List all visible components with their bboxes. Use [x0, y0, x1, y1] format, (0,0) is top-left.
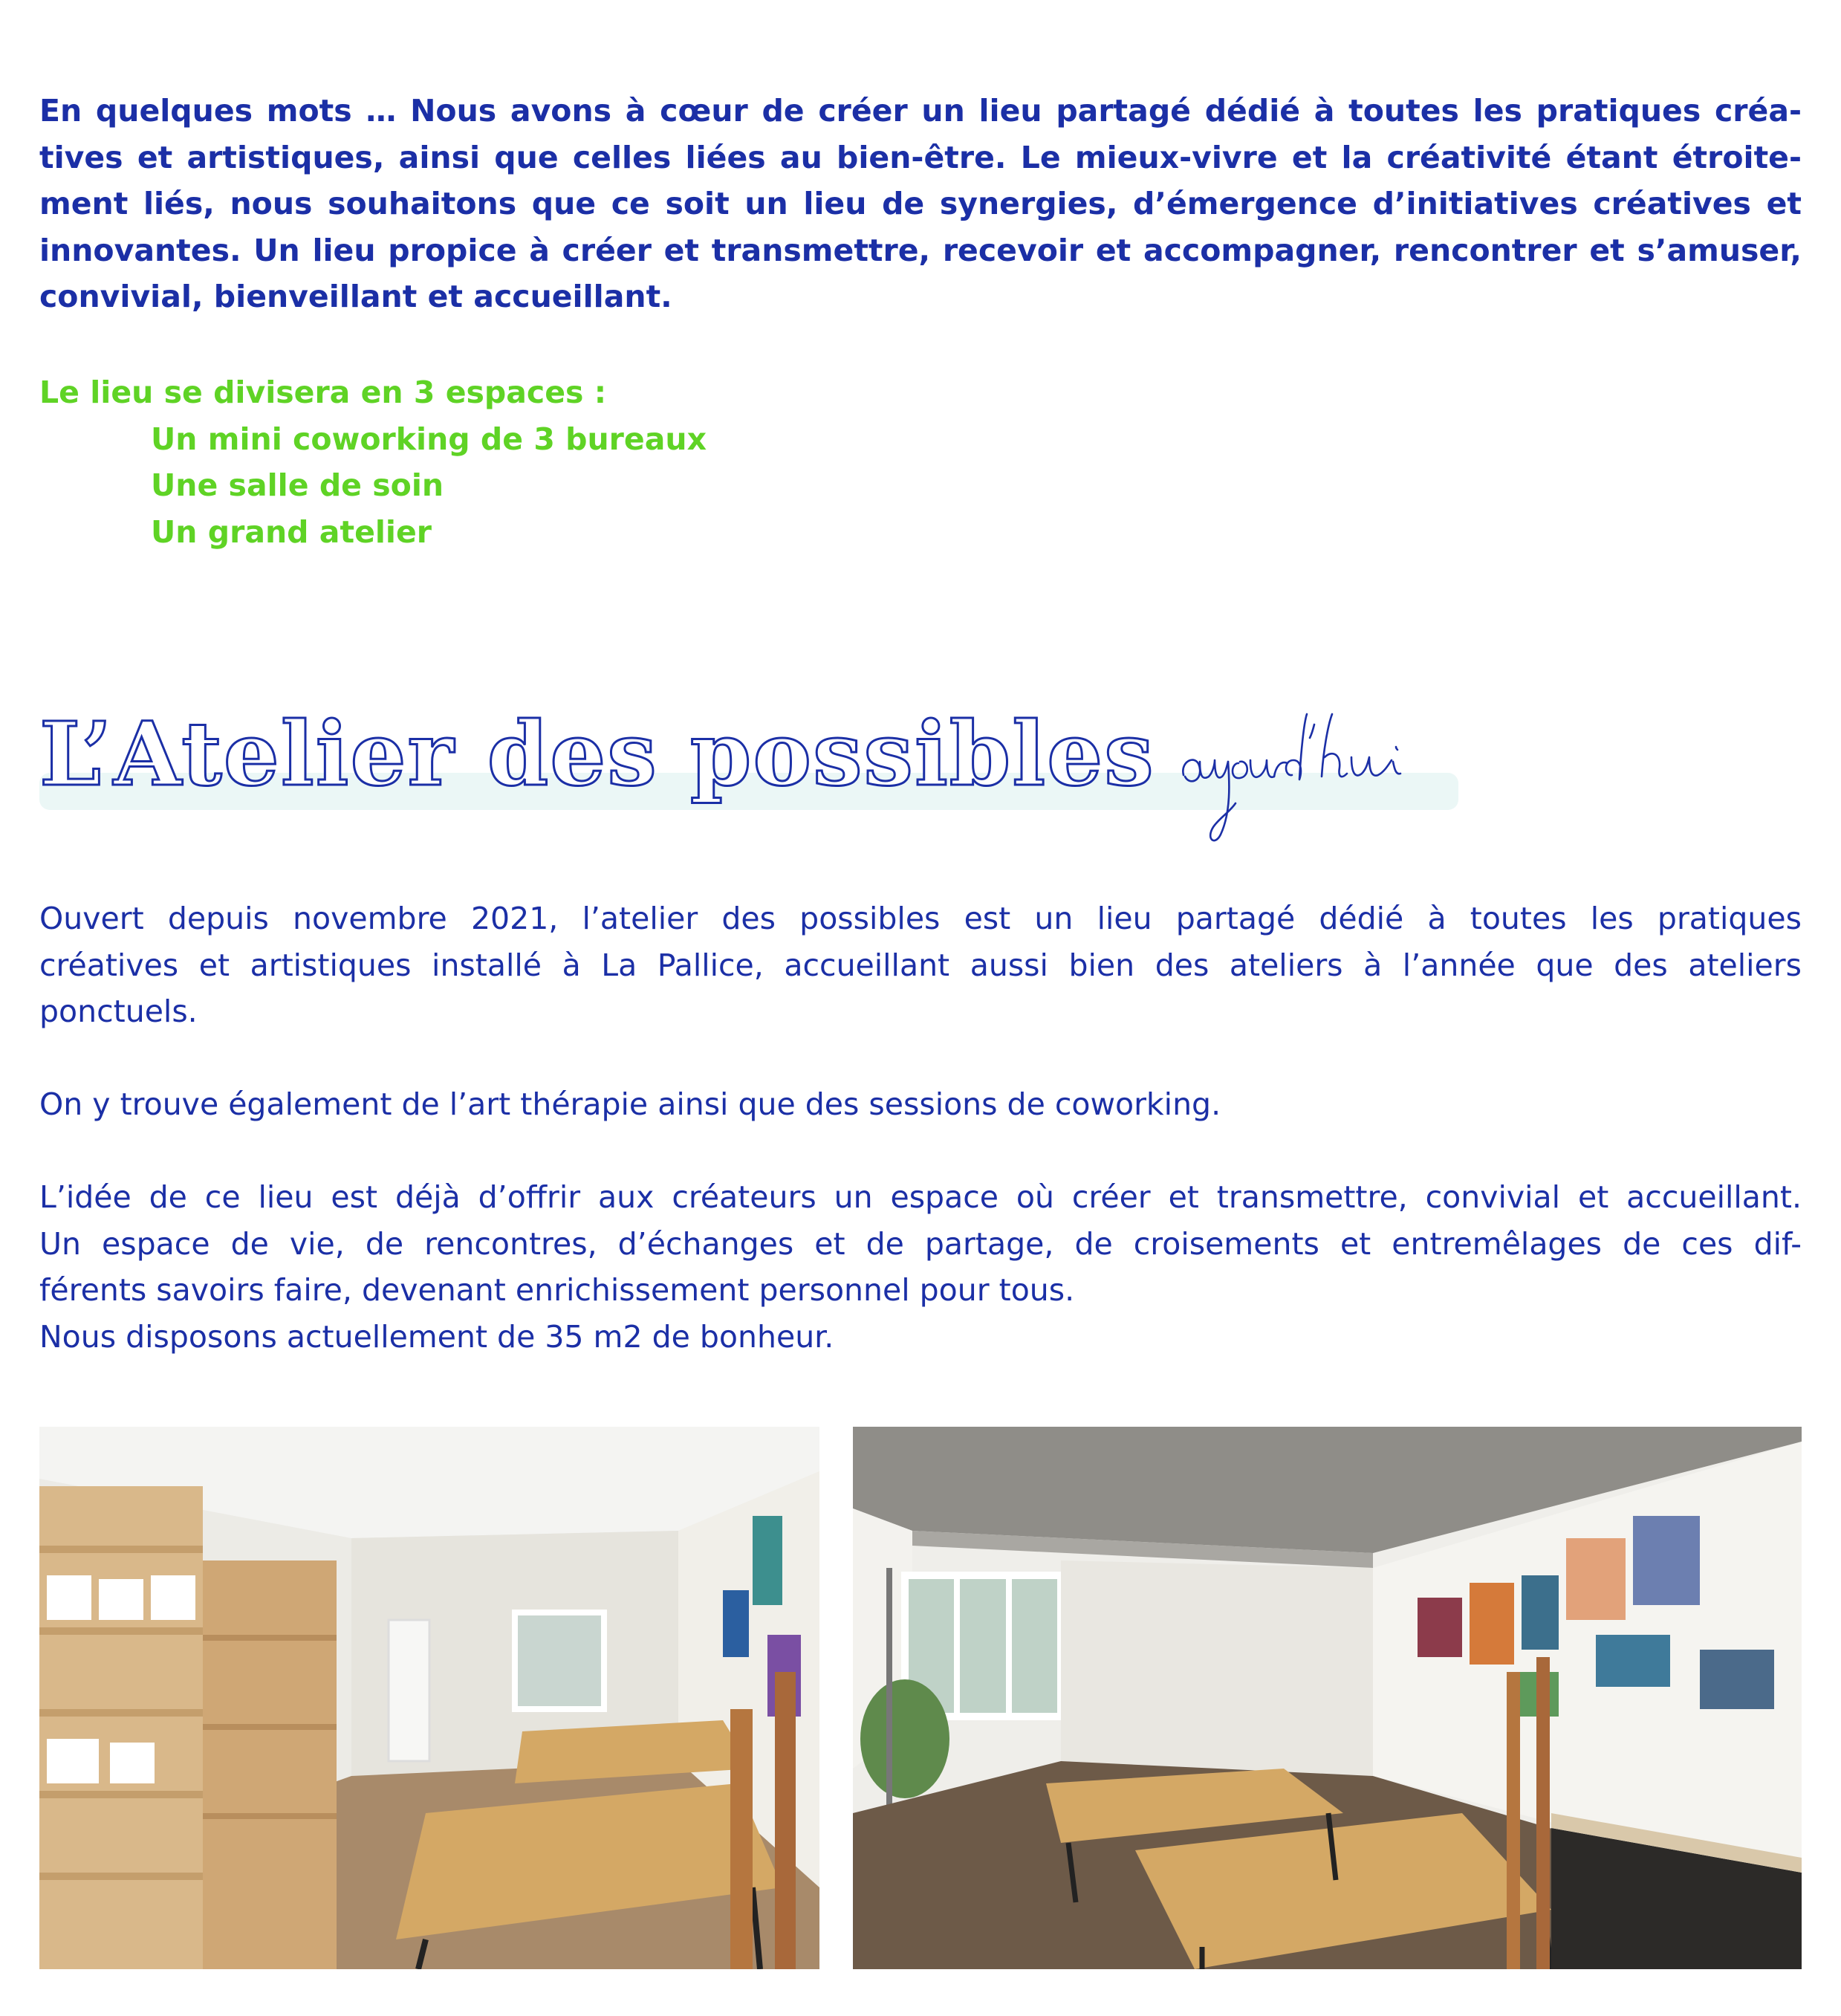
atelier-photo-left — [39, 1427, 819, 1969]
section-title: L’Atelier des possibles — [39, 702, 1155, 806]
intro-line: En quelques mots … Nous avons à cœur de créer un lieu partagé dédié à toutes les pratiques créa- — [39, 93, 1802, 129]
space-item: Une salle de soin — [151, 467, 444, 503]
body-paragraph — [39, 895, 1802, 1035]
handwritten-script-word — [1176, 708, 1503, 857]
body-line: L’idée de ce lieu est déjà d’offrir aux créateurs un espace où créer et transmettre, convivial et accueillant. — [39, 1179, 1802, 1215]
body-paragraph — [39, 1081, 1802, 1128]
intro-line: tives et artistiques, ainsi que celles liées au bien-être. Le mieux-vivre et la créativité étant étroite- — [39, 139, 1802, 175]
body-line: Un espace de vie, de rencontres, d’échanges et de partage, de croisements et entremêlages de ces dif- — [39, 1225, 1802, 1262]
body-paragraph — [39, 1174, 1802, 1360]
space-item: Un mini coworking de 3 bureaux — [151, 421, 707, 457]
intro-line: convivial, bienveillant et accueillant. — [39, 279, 672, 314]
body-line: Ouvert depuis novembre 2021, l’atelier des possibles est un lieu partagé dédié à toutes les pratiques — [39, 901, 1802, 936]
body-line: Nous disposons actuellement de 35 m2 de bonheur. — [39, 1318, 834, 1355]
section-title-block — [39, 702, 1458, 814]
body-text — [39, 895, 1802, 1407]
spaces-list — [39, 369, 707, 555]
space-item: Un grand atelier — [151, 513, 432, 550]
intro-line: ment liés, nous souhaitons que ce soit un lieu de synergies, d’émergence d’initiatives créatives et — [39, 186, 1802, 221]
atelier-photo-right — [853, 1427, 1802, 1969]
body-line: On y trouve également de l’art thérapie ainsi que des sessions de coworking. — [39, 1086, 1221, 1122]
body-line: ponctuels. — [39, 994, 198, 1029]
body-line: créatives et artistiques installé à La Pallice, accueillant aussi bien des ateliers à l’année que des ateliers — [39, 947, 1802, 983]
intro-line: innovantes. Un lieu propice à créer et transmettre, recevoir et accompagner, rencontrer et s’amuser, — [39, 232, 1802, 268]
spaces-heading: Le lieu se divisera en 3 espaces : — [39, 375, 607, 410]
intro-paragraph — [39, 88, 1802, 320]
body-line: férents savoirs faire, devenant enrichissement personnel pour tous. — [39, 1272, 1075, 1308]
